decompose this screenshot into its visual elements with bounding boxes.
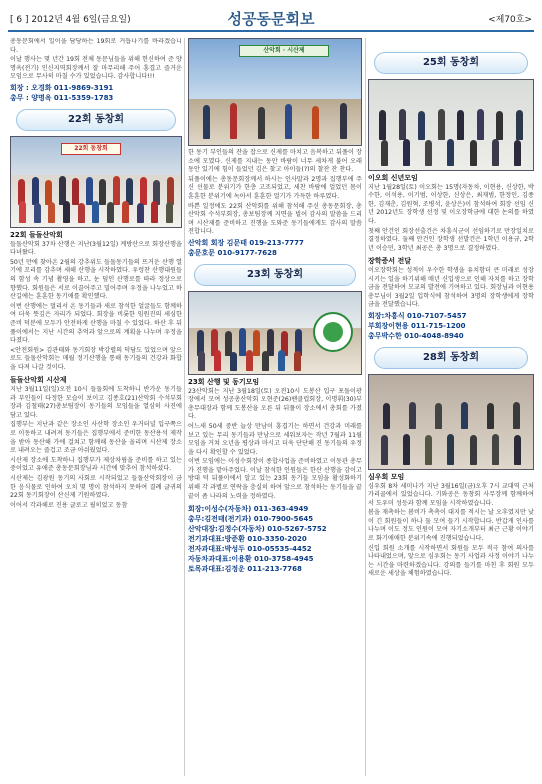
article-text: 지난 1월28일(토) 이오회는 15명(자동차, 이현용, 신상한, 박수한, 이석용, 이기범, 이상한, 신상은, 최재범, 한정인, 김종한, 김재춘, 김원혁, 조병석, 윤상은)이 참석하여 회장 선임 신년 2012년도 장학생 선정 및 이오장학금에 대한 논의를 하였다. xyxy=(368,183,534,225)
page-info: [ 6 ] 2012년 4월 6일(금요일) xyxy=(10,15,131,25)
column-1 xyxy=(10,38,182,776)
contact-line: 토목과대표:김정운 011-213-7768 xyxy=(188,565,302,574)
column-divider xyxy=(184,38,185,776)
group-photo-22 xyxy=(10,136,182,228)
contact-line: 회장:차흥식 010-7107-5457 xyxy=(368,311,467,320)
column-2 xyxy=(188,38,362,776)
alumni-emblem-icon xyxy=(313,312,353,352)
group-photo-25 xyxy=(368,79,534,171)
article-text: 이번 모임에는 이성수회장이 종합사업을 준비하였고 이동관 총무가 진행을 맡아주었다. 이날 참석한 인원들은 한산 산행을 감이고 방대 덕 뒤풀이에서 알고 있는 23회 동기들 모임을 활성화하기 위해 각 과별로 연락을 충실히 하여 앞으로 참석하는 동기들을 끝끝이 좀 나라의 노력을 정하였다. xyxy=(188,458,362,500)
section-banner-22: 22회 동창회 xyxy=(16,109,176,131)
photo-caption: 23회 산행 및 동기모임 xyxy=(188,377,260,386)
newsletter-title: 성공동문회보 xyxy=(227,10,315,28)
contact-line: 산악대장:김정수(자동차) 010-5267-5752 xyxy=(188,525,327,534)
article-text: 심우회 8차 세미나가 지난 3월16일(금)오후 7시 교대역 근처 가리골에서 있었습니다. 기와공은 동창회 사무장께 함께하여서 도우미 성등과 함께 모임을 시작하였습니다. xyxy=(368,482,534,507)
issue-number: <제70호> xyxy=(488,15,532,25)
article-text: 50년 만에 찾아온 2월의 강추위도 들돌동기들의 뜨거운 산행 열기에 꼬리를 감추며 새해 산행을 시작하였다. 우렁찬 산행대원들의 함성 속 기념 촬영을 하고, 눈 덮인 산행로를 따라 정상으로 향했다. 회원들은 서로 이끌어주고 밀어주며 우정을 나누었고 하산길에는 훈훈한 동기애를 확인했다. xyxy=(10,258,182,301)
photo-caption: 심우회 모임 xyxy=(368,472,405,481)
article-text: 23산악회는 지난 3월18일(토) 오전10시 도봉산 입구 포돌이광장에서 모여 성공총산악회 오현준(26)팬클럽회장, 이명휘(30)부총무대장과 함께 도봉산을 오른 뒤 뒤풀이 장소에서 총회를 가졌다. xyxy=(188,387,362,421)
article-text: 총동문회에서 일이을 담당하는 19회로 거듭나기를 바라겠습니다. xyxy=(10,38,182,54)
group-banner-flag: 22회 동창회 xyxy=(61,143,121,155)
article-text: 뒤풀이에는 총동문회장께서 하시는 인사말과 2명과 집행부에 주신 선물로 분위기가 한층 고조되었고, 세찬 바람에 얼었던 몸이 훈훈한 분위기에 녹아서 훈훈한 얼기가 가득한 하루였다. xyxy=(188,175,362,200)
contact-line: 총무:김전태(전기과) 010-7900-5645 xyxy=(188,515,314,524)
article-text: 들돌산악회 37차 산행은 지난(3월12일) 계방산으로 회장산행을 다녀왔다. xyxy=(10,240,182,257)
article-text: 집행부는 지난과 같은 장소인 사산학 장소인 우거터널 입구쪽으로 이동하고 내려져 동기들은 집행부에서 준비한 동산용석 제작을 받아 동산해 가에 걸쳐고 함께해 동산을 올리며 시산제 장소로 내려오는 즐겁고 조금 아쉬웠었다. xyxy=(10,421,182,455)
contact-line: 산악회 회장 김문태 019-213-7777 xyxy=(188,238,304,247)
article-text: 시산제 장소에 도착하니 집행부가 제상차림을 준비를 하고 있는 중이었고 유애준 총동문회장님과 시간에 맞추어 참석하셨다. xyxy=(10,456,182,473)
article-text: 신입 회원 소개를 시작하면서 회원들 모두 적극 참여 의사를 나타내었으며, 앞으로 심우회는 동기 사업과 사정 이야기 나누는 시간을 마련하겠습니다. 강의를 들기를 마친 후 회원 모두 새로운 세상을 체험하였습니다. xyxy=(368,544,534,578)
group-photo-23 xyxy=(188,291,362,375)
article-text: 이오장학회는 성적이 우수한 학생을 유치함더 큰 미래로 성장시키는 일을 하기위해 매년 신입생으로 인해 자치를 하고 장학금을 전달하여 모교의 발전에 기여하고 있다. 회장님과 이현용 총무님이 3월2일 입학식에 참석하여 3명의 장학생에게 장학금을 전달했습니다. xyxy=(368,266,534,309)
subheading: 장학증서 전달 xyxy=(368,257,412,266)
article-text: 한 동기 부인들의 잔을 잡으로 신제를 마치고 음복하고 뒤풀이 장소에 모였다. 신제를 지내는 동안 바람이 너무 세차게 불어 오래동안 있기에 힘이 들었던 김은 찾고 아이들(?)의 찰잔 잔 찬다. xyxy=(188,149,362,174)
subheading: 들돌산악회 시산제 xyxy=(10,376,67,385)
group-photo-28 xyxy=(368,374,534,470)
article-text: 이날 행사는 몇 년간 19회 전체 동문님들을 위해 헌신하여 준 양명옥(전기) 인신지역회장께서 잘 마무리해 주어 흥겹고 즐거운 모임으로 무사히 마칠 수가 있었습니다. 감사합니다!!! xyxy=(10,56,182,81)
contact-line: 총무박수한 010-4048-8940 xyxy=(368,331,464,340)
contact-line: 자동차과대표:이용환 010-3758-4945 xyxy=(188,555,314,564)
sisanje-banner-flag: 산악회 · 시산제 xyxy=(239,45,329,57)
article-text: 이번 산행에는 멀리서 온 동기들과 새로 참석한 얼굴들도 함께하여 더욱 뜻깊은 자리가 되었다. 회장을 비롯한 임원진의 세심한 준비 덕분에 모두가 안전하게 산행을 마칠 수 있었다. 하산 후 뒤풀이에서는 지난 시간의 추억과 앞으로의 계획을 나누며 우정을 다졌다. xyxy=(10,302,182,345)
article-text: <안전회원> 김관태와 동기회장 박강렬의 덕담도 있었으며 앞으로도 들돌산악회는 매월 정기산행을 통해 동기들의 건강과 화합을 다져 나갈 것이다. xyxy=(10,346,182,371)
contact-line: 부회장이현용 011-715-1200 xyxy=(368,321,466,330)
article-text: 시산제는 김광원 동기의 사회로 시작되었고 들돌산악회장이 금한 음식물로 인하여 오치 몇 명이 참석하지 못하여 결례 글귀의 22회 동기회장이 산신제 기원하였다. xyxy=(10,475,182,500)
photo-caption: 22회 들돌산악회 xyxy=(10,230,63,239)
sisanje-photo xyxy=(188,38,362,146)
article-text: 바쁜 일정에도 22회 산악회를 위해 참석해 주신 총동문회장, 총산악회 수석부회장, 총보팀장께 지면을 빌어 감사의 말씀을 드리며 시산제를 준비하고 진행을 도와준 동기들에게도 감사의 말씀 전합니다. xyxy=(188,202,362,236)
contact-line: 총무 : 양명옥 011-5359-1783 xyxy=(10,93,114,102)
contact-line: 회장 : 오경화 011-9869-3191 xyxy=(10,83,114,92)
contact-line: 회장:이성수(자동차) 011-363-4949 xyxy=(188,505,309,514)
article-text: 어느새 50세 중반 늘상 만남이 흥겹기는 하면서 건강과 미래를 보고 있는 무리 동기들과 만남으로 세워보자는 작년 7월과 11월 모임을 거쳐 오년을 평상과 마시고 더욱 단단해 진 동기들의 우정을 다시 확인할 수 있었다. xyxy=(188,422,362,456)
contact-line: 전기과대표:방준환 010-3350-2020 xyxy=(188,535,307,544)
contact-line: 전자과대표:박성두 010-05535-4452 xyxy=(188,545,312,554)
column-divider xyxy=(365,38,366,776)
contact-line: 총문호문 010-9177-7628 xyxy=(188,248,277,257)
article-text: 지난 3월11일(일)오전 10시 들돌회에 도착하니 반가운 동기들과 부인들이 다정한 모습이 보이고 김종호(21)산악회 수석부회장과 김철태(27)총보팀장이 동기들의 모임들을 열심히 사진에 담고 있다. xyxy=(10,386,182,419)
article-text: 봄을 재촉하는 봄비가 촉촉이 대지를 적시는 날 오후였지만 낮이 긴 회원들이 하나 둘 모여 들기 시작합니다. 반갑게 인사를 나누며 이도 정도 인원이 모여 자기소개부터 최근 근황 이야기로 화기애애한 분위기속에 진행되었습니다. xyxy=(368,509,534,543)
article-text: 이어서 각과해로 진용 글로고 필히었고 동참 xyxy=(10,501,128,509)
section-banner-25: 25회 동창회 xyxy=(374,52,528,74)
section-banner-28: 28회 동창회 xyxy=(374,347,528,369)
column-3 xyxy=(368,38,534,776)
section-banner-23: 23회 동창회 xyxy=(194,264,356,286)
photo-caption: 이오회 신년모임 xyxy=(368,174,418,182)
page-header xyxy=(8,6,534,32)
article-text: 첫째 안건인 회장선출건은 차흥식군이 선임하기로 만장일치로 결정하였다. 둘째 안건인 장학생 선발건은 1학년 이용규, 2학년 이승민, 3학년 최공은 총 3명으로 결정하였다. xyxy=(368,227,534,252)
